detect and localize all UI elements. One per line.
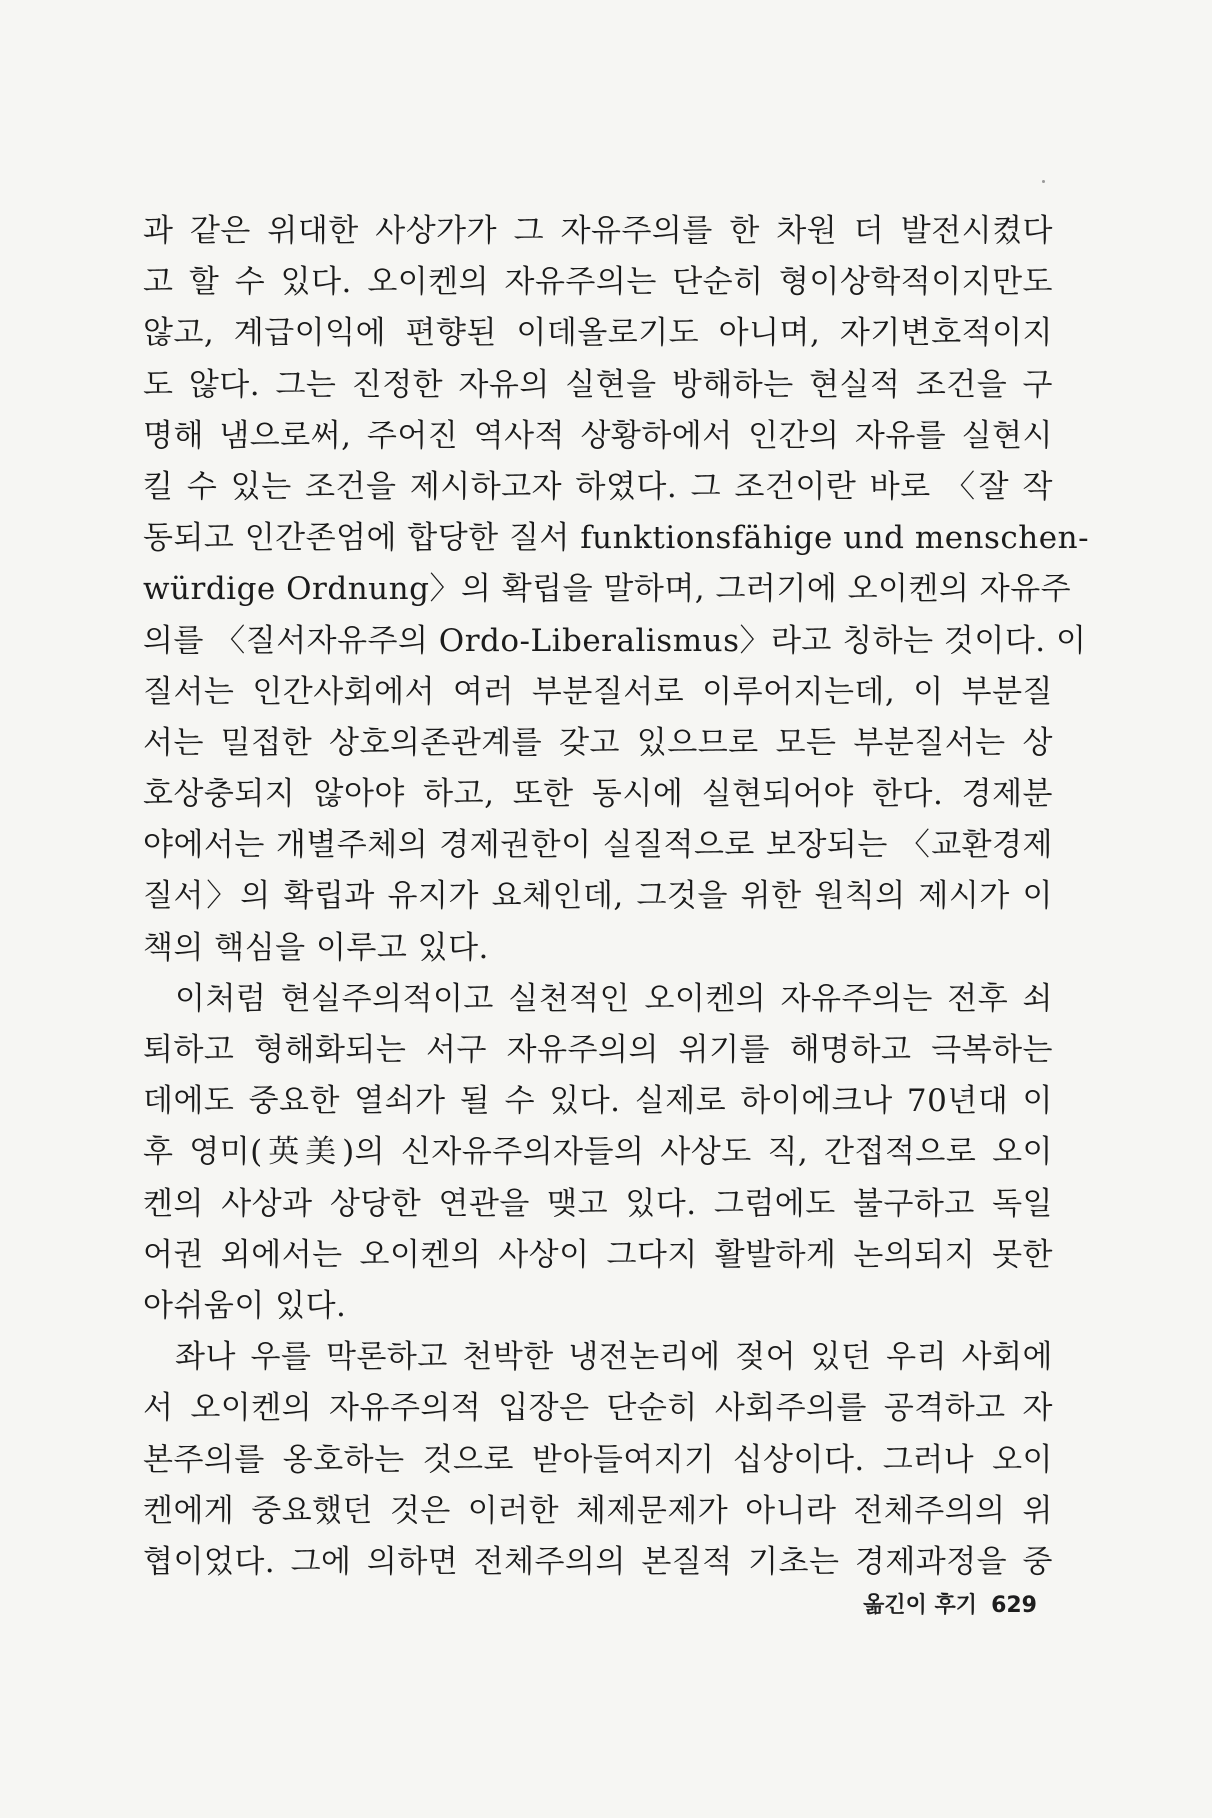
text-line: 본주의를 옹호하는 것으로 받아들여지기 십상이다. 그러나 오이: [143, 1441, 1053, 1478]
text-line: 협이었다. 그에 의하면 전체주의의 본질적 기초는 경제과정을 중: [143, 1543, 1053, 1580]
text-line: 후 영미(英美)의 신자유주의자들의 사상도 직, 간접적으로 오이: [143, 1134, 1053, 1171]
text-line: 질서〉의 확립과 유지가 요체인데, 그것을 위한 원칙의 제시가 이: [143, 878, 1053, 915]
text-line: 어권 외에서는 오이켄의 사상이 그다지 활발하게 논의되지 못한: [143, 1236, 1053, 1273]
text-line: 킬 수 있는 조건을 제시하고자 하였다. 그 조건이란 바로 〈잘 작: [143, 468, 1053, 505]
section-title: 옮긴이 후기: [863, 1593, 978, 1618]
text-line: 데에도 중요한 열쇠가 될 수 있다. 실제로 하이에크나 70년대 이: [143, 1083, 1053, 1120]
text-line: 퇴하고 형해화되는 서구 자유주의의 위기를 해명하고 극복하는: [143, 1032, 1053, 1068]
text-line: 명해 냄으로써, 주어진 역사적 상황하에서 인간의 자유를 실현시: [143, 417, 1053, 454]
text-line: 과 같은 위대한 사상가가 그 자유주의를 한 차원 더 발전시켰다: [143, 213, 1053, 249]
text-line: 도 않다. 그는 진정한 자유의 실현을 방해하는 현실적 조건을 구: [143, 366, 1053, 403]
text-line: 서 오이켄의 자유주의적 입장은 단순히 사회주의를 공격하고 자: [143, 1390, 1053, 1427]
text-line: 좌나 우를 막론하고 천박한 냉전논리에 젖어 있던 우리 사회에: [175, 1339, 1053, 1376]
text-line: 책의 핵심을 이루고 있다.: [143, 929, 489, 966]
page-number: 629: [991, 1593, 1037, 1618]
text-line: 질서는 인간사회에서 여러 부분질서로 이루어지는데, 이 부분질: [143, 673, 1053, 710]
body-text: [143, 206, 1090, 1588]
text-line: 서는 밀접한 상호의존관계를 갖고 있으므로 모든 부분질서는 상: [143, 724, 1053, 761]
running-footer: [863, 1588, 1037, 1619]
text-line: 켄의 사상과 상당한 연관을 맺고 있다. 그럼에도 불구하고 독일: [143, 1185, 1053, 1222]
text-line: 이처럼 현실주의적이고 실천적인 오이켄의 자유주의는 전후 쇠: [175, 980, 1053, 1017]
scan-speck: [1042, 180, 1045, 183]
text-line: 켄에게 중요했던 것은 이러한 체제문제가 아니라 전체주의의 위: [143, 1492, 1053, 1529]
text-line: 호상충되지 않아야 하고, 또한 동시에 실현되어야 한다. 경제분: [143, 776, 1053, 813]
text-line: 의를 〈질서자유주의 Ordo-Liberalismus〉라고 칭하는 것이다. 이: [143, 622, 1087, 659]
text-line: 동되고 인간존엄에 합당한 질서 funktionsfähige und menschen-: [143, 520, 1090, 557]
text-line: würdige Ordnung〉의 확립을 말하며, 그러기에 오이켄의 자유주: [143, 571, 1072, 608]
text-line: 않고, 계급이익에 편향된 이데올로기도 아니며, 자기변호적이지: [143, 315, 1053, 352]
text-line: 아쉬움이 있다.: [143, 1287, 347, 1324]
text-line: 고 할 수 있다. 오이켄의 자유주의는 단순히 형이상학적이지만도: [143, 264, 1053, 301]
text-line: 야에서는 개별주체의 경제권한이 실질적으로 보장되는 〈교환경제: [143, 827, 1053, 864]
